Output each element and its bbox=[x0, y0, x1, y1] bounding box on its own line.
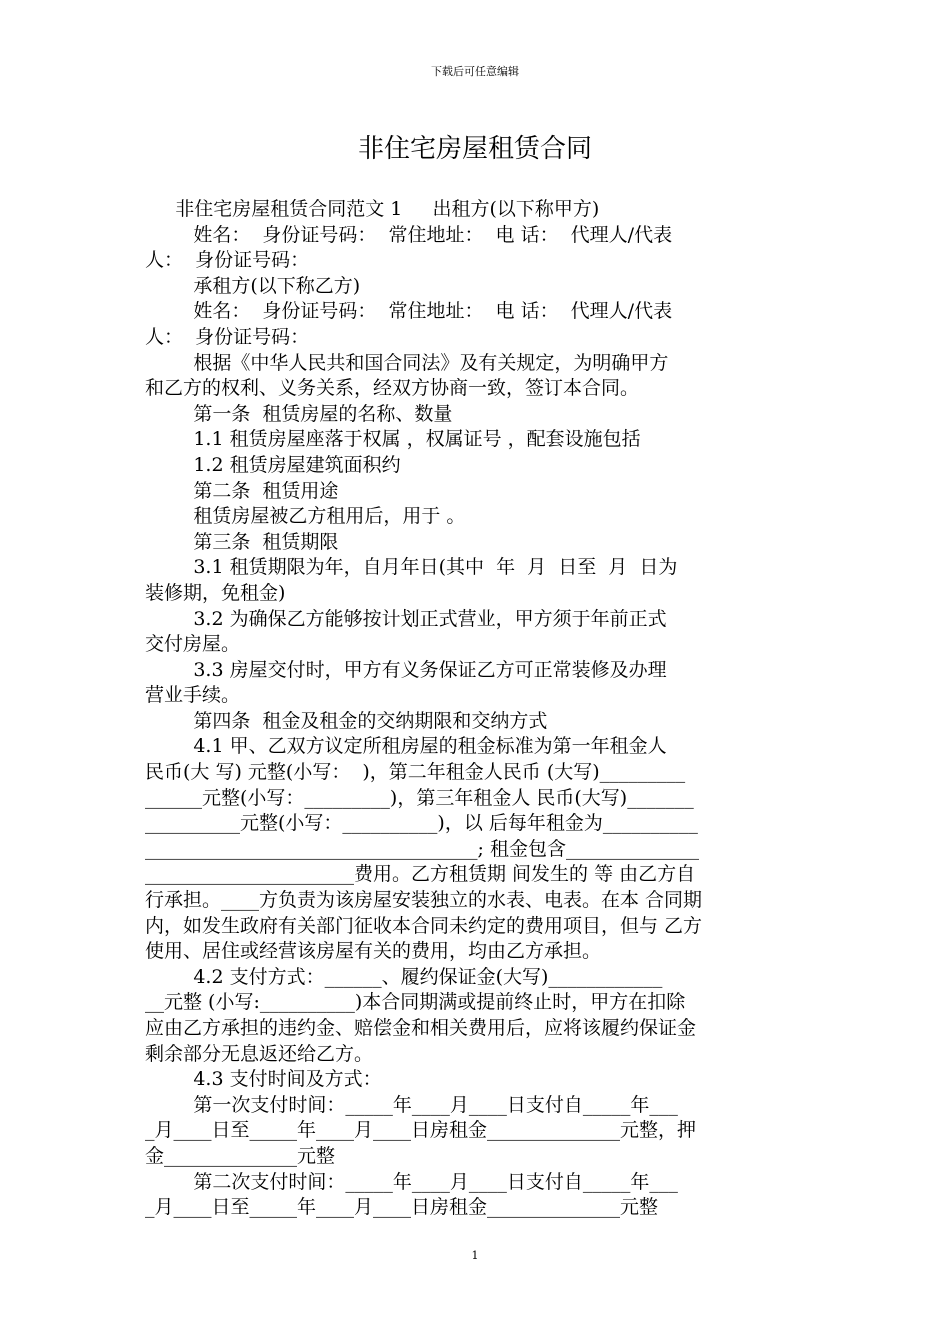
body-line: _月____日至_____年____月____日房租金______________元整，押 bbox=[145, 1119, 697, 1142]
body-line: ______元整(小写：_________)，第三年租金人 民币(大写)_______ bbox=[145, 786, 694, 809]
body-line: __________元整(小写：__________)，以 后每年租金为__________ bbox=[145, 812, 698, 835]
body-line: 第四条 租金及租金的交纳期限和交纳方式 bbox=[145, 709, 548, 732]
body-line: 交付房屋。 bbox=[145, 633, 241, 656]
body-line: 第一条 租赁房屋的名称、数量 bbox=[145, 402, 453, 425]
body-line: 承租方(以下称乙方) bbox=[145, 274, 361, 297]
body-line: ___________________________________; 租金包含______________ bbox=[145, 837, 699, 860]
body-line: 4.2 支付方式：______、履约保证金(大写)____________ bbox=[145, 965, 663, 988]
body-line: 金______________元整 bbox=[145, 1144, 336, 1167]
body-line: 租赁房屋被乙方租用后，用于 。 bbox=[145, 505, 466, 528]
body-line: _月____日至_____年____月____日房租金______________元整 bbox=[145, 1196, 659, 1219]
body-line: 人： 身份证号码： bbox=[145, 325, 310, 348]
body-line: 剩余部分无息返还给乙方。 bbox=[145, 1042, 374, 1065]
document-title: 非住宅房屋租赁合同 bbox=[357, 134, 592, 164]
body-line: 1.1 租赁房屋座落于权属 ，权属证号 ，配套设施包括 bbox=[145, 428, 641, 451]
body-line: 行承担。____方负责为该房屋安装独立的水表、电表。在本 合同期 bbox=[145, 889, 703, 912]
body-line: 3.1 租赁期限为年，自月年日(其中 年 月 日至 月 日为 bbox=[145, 556, 678, 579]
body-line: 使用、居住或经营该房屋有关的费用，均由乙方承担。 bbox=[145, 940, 602, 963]
header-note: 下载后可任意编辑 bbox=[431, 65, 519, 78]
body-line: 装修期，免租金) bbox=[145, 581, 286, 604]
page-number: 1 bbox=[471, 1249, 479, 1262]
body-line: 第二条 租赁用途 bbox=[145, 479, 339, 502]
body-line: 4.1 甲、乙双方议定所租房屋的租金标准为第一年租金人 bbox=[145, 735, 667, 758]
body-line: 第二次支付时间：_____年____月____日支付自_____年___ bbox=[145, 1170, 678, 1193]
body-line: 民币(大 写) 元整(小写： )，第二年租金人民币 (大写)_________ bbox=[145, 761, 686, 784]
body-line: 内，如发生政府有关部门征收本合同未约定的费用项目，但与 乙方 bbox=[145, 914, 703, 937]
body-line: 第三条 租赁期限 bbox=[145, 530, 339, 553]
body-line: 3.2 为确保乙方能够按计划正式营业，甲方须于年前正式 bbox=[145, 607, 667, 630]
body-line: 非住宅房屋租赁合同范文 1 出租方(以下称甲方) bbox=[145, 198, 600, 220]
body-line: 姓名： 身份证号码： 常住地址： 电 话： 代理人/代表 bbox=[145, 300, 673, 323]
body-line: 4.3 支付时间及方式： bbox=[145, 1068, 382, 1091]
body-line: 姓名： 身份证号码： 常住地址： 电 话： 代理人/代表 bbox=[145, 223, 673, 246]
body-line: 营业手续。 bbox=[145, 684, 241, 707]
body-line: 第一次支付时间：_____年____月____日支付自_____年___ bbox=[145, 1093, 678, 1116]
body-line: 和乙方的权利、义务关系，经双方协商一致，签订本合同。 bbox=[145, 377, 640, 400]
contract-body bbox=[145, 197, 805, 1221]
body-line: 1.2 租赁房屋建筑面积约 bbox=[145, 453, 401, 476]
body-line: ______________________费用。乙方租赁期 间发生的 等 由乙方自 bbox=[145, 863, 696, 886]
body-line: 3.3 房屋交付时，甲方有义务保证乙方可正常装修及办理 bbox=[145, 658, 667, 681]
body-line: 人： 身份证号码： bbox=[145, 249, 310, 272]
body-line: __元整 (小写:__________)本合同期满或提前终止时，甲方在扣除 bbox=[145, 991, 686, 1014]
body-line: 根据《中华人民共和国合同法》及有关规定，为明确甲方 bbox=[145, 351, 669, 374]
body-line: 应由乙方承担的违约金、赔偿金和相关费用后，应将该履约保证金 bbox=[145, 1017, 697, 1039]
